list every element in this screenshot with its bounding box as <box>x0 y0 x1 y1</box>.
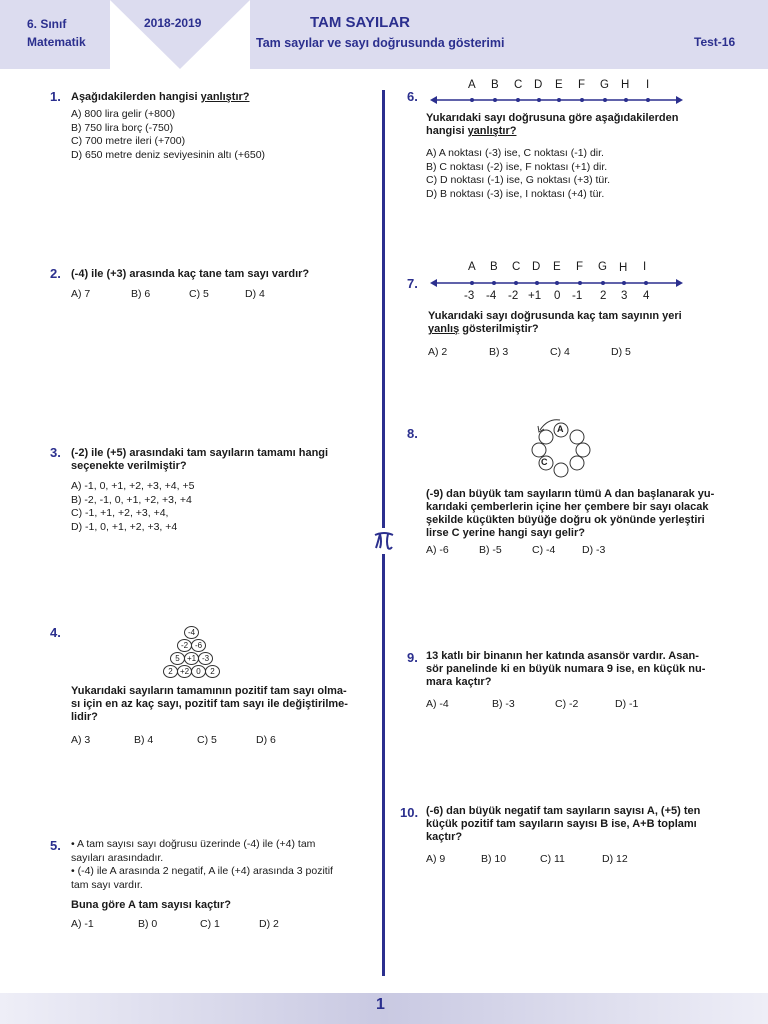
header-band <box>250 0 768 69</box>
question-text: (-2) ile (+5) arasındaki tam sayıların tamamı hangi seçenekte verilmiştir? <box>71 447 329 472</box>
option[interactable]: A) -6 <box>426 544 449 556</box>
pyramid-cell: +1 <box>184 652 199 665</box>
point-value: 0 <box>554 290 561 302</box>
option[interactable]: C) 4 <box>550 346 570 358</box>
option[interactable]: A) 9 <box>426 853 446 865</box>
header-triangle <box>110 0 250 69</box>
option[interactable]: C) 11 <box>540 853 565 865</box>
point-label: A <box>468 261 476 273</box>
pyramid-cell: -6 <box>191 639 206 652</box>
greek-pi-logo-icon <box>371 528 397 554</box>
option[interactable]: A) 800 lira gelir (+800) <box>71 108 176 120</box>
option[interactable]: A) 7 <box>71 288 91 300</box>
question-number: 7. <box>407 276 418 291</box>
question-text: 13 katlı bir binanın her katında asansör vardır. Asan- sör panelinde ki en büyük numara 9 ise, en küçük nu- mara kaçtır? <box>426 650 706 688</box>
option[interactable]: C) 5 <box>197 734 217 746</box>
page-title: TAM SAYILAR <box>310 14 411 31</box>
question-number: 4. <box>50 625 61 640</box>
point-label: G <box>600 79 609 91</box>
question-number: 10. <box>400 805 419 820</box>
point-label: C <box>514 79 523 91</box>
question-number: 9. <box>407 650 418 665</box>
point-value: -3 <box>464 290 475 302</box>
circle-ring-diagram <box>526 416 596 480</box>
point-value: +1 <box>528 290 542 302</box>
option[interactable]: B) 0 <box>138 918 158 930</box>
option-list <box>426 147 610 201</box>
pyramid-cell: -3 <box>198 652 213 665</box>
question-number: 3. <box>50 445 61 460</box>
point-label: E <box>553 261 561 273</box>
pyramid-cell: -4 <box>184 626 199 639</box>
option-list <box>71 108 265 162</box>
question-number: 2. <box>50 266 61 281</box>
page-subtitle: Tam sayılar ve sayı doğrusunda gösterimi <box>256 36 505 50</box>
option[interactable]: D) 5 <box>611 346 631 358</box>
point-value: -2 <box>508 290 519 302</box>
subject-label: Matematik <box>27 35 86 49</box>
question-text: Yukarıdaki sayıların tamamının pozitif tam sayı olma- sı için en az kaç sayı, pozitif tam sayı ile değiştirilme- lidir? <box>71 685 348 723</box>
question-number: 8. <box>407 426 418 441</box>
option[interactable]: B) 4 <box>134 734 154 746</box>
number-pyramid <box>160 626 224 680</box>
option[interactable]: C) -1, +1, +2, +3, +4, <box>71 507 169 519</box>
point-label: I <box>646 79 650 91</box>
option[interactable]: D) -1 <box>615 698 639 710</box>
pyramid-cell: 0 <box>191 665 206 678</box>
option[interactable]: B) 3 <box>489 346 509 358</box>
point-label: D <box>534 79 543 91</box>
question-text: (-4) ile (+3) arasında kaç tane tam sayı vardır? <box>71 268 310 280</box>
question-prompt: Buna göre A tam sayısı kaçtır? <box>71 899 231 911</box>
question-number: 1. <box>50 89 61 104</box>
point-label: C <box>512 261 521 273</box>
number-line <box>428 77 686 107</box>
test-label: Test-16 <box>694 35 736 49</box>
question-text: Yukarıdaki sayı doğrusunda kaç tam sayının yeri yanlış gösterilmiştir? <box>428 310 682 335</box>
point-label: F <box>578 79 586 91</box>
option[interactable]: B) 10 <box>481 853 507 865</box>
question-number: 6. <box>407 89 418 104</box>
option[interactable]: A) 3 <box>71 734 91 746</box>
circle-label-a: A <box>557 424 564 434</box>
option[interactable]: D) 650 metre deniz seviyesinin altı (+650) <box>71 148 266 161</box>
option[interactable]: A) -1 <box>71 918 94 930</box>
question-text: Yukarıdaki sayı doğrusuna göre aşağıdakilerden hangisi yanlıştır? <box>426 112 679 137</box>
question-text: (-9) dan büyük tam sayıların tümü A dan başlanarak yu- karıdaki çemberlerin içine her çembere bir sayı olacak şekilde küçükten büyüğe doğru ok yönünde yerleştiri lirse C yerine hangi sayı gelir? <box>426 488 715 539</box>
option[interactable]: A) 2 <box>428 346 448 358</box>
option[interactable]: D) -1, 0, +1, +2, +3, +4 <box>71 520 178 533</box>
option[interactable]: D) 6 <box>256 734 276 746</box>
question-text: • A tam sayısı sayı doğrusu üzerinde (-4) ile (+4) tam sayıları arasındadır. • (-4) ile A arasında 2 negatif, A ile (+4) arasında 3 pozitif tam sayı vardır. <box>71 838 333 891</box>
question-text: (-6) dan büyük negatif tam sayıların sayısı A, (+5) ten küçük pozitif tam sayıların sayısı B ise, A+B toplamı kaçtır? <box>426 805 701 843</box>
option[interactable]: D) B noktası (-3) ise, I noktası (+4) tür. <box>426 187 605 200</box>
option[interactable]: D) -3 <box>582 544 606 556</box>
option[interactable]: D) 4 <box>245 288 265 300</box>
pyramid-cell: 2 <box>163 665 178 678</box>
option[interactable]: B) -2, -1, 0, +1, +2, +3, +4 <box>71 493 192 506</box>
point-value: 3 <box>621 290 628 302</box>
option[interactable]: B) -5 <box>479 544 502 556</box>
point-label: G <box>598 261 607 273</box>
option[interactable]: C) D noktası (-1) ise, G noktası (+3) tür. <box>426 174 611 186</box>
point-label: A <box>468 79 476 91</box>
point-value: 2 <box>600 290 607 302</box>
point-label: E <box>555 79 563 91</box>
point-label: D <box>532 261 541 273</box>
option[interactable]: B) 750 lira borç (-750) <box>71 121 174 134</box>
option[interactable]: B) C noktası (-2) ise, F noktası (+1) dir. <box>426 160 608 173</box>
option[interactable]: D) 2 <box>259 918 279 930</box>
option[interactable]: B) -3 <box>492 698 515 710</box>
grade-label: 6. Sınıf <box>27 17 67 31</box>
point-label: F <box>576 261 584 273</box>
circle-label-c: C <box>541 457 548 467</box>
pyramid-cell: 5 <box>170 652 185 665</box>
pyramid-cell: 2 <box>205 665 220 678</box>
question-text: Aşağıdakilerden hangisi yanlıştır? <box>71 91 250 103</box>
point-label: H <box>621 79 630 91</box>
option[interactable]: A) -1, 0, +1, +2, +3, +4, +5 <box>71 480 195 492</box>
option[interactable]: A) -4 <box>426 698 449 710</box>
option[interactable]: C) 5 <box>189 288 209 300</box>
pyramid-cell: -2 <box>177 639 192 652</box>
option[interactable]: C) 700 metre ileri (+700) <box>71 135 186 147</box>
point-label: H <box>619 262 628 274</box>
option[interactable]: C) -2 <box>555 698 579 710</box>
number-line <box>428 260 686 306</box>
option[interactable]: C) -4 <box>532 544 556 556</box>
page-header <box>0 0 768 69</box>
option[interactable]: B) 6 <box>131 288 151 300</box>
option[interactable]: A) A noktası (-3) ise, C noktası (-1) dir. <box>426 147 604 159</box>
pyramid-cell: +2 <box>177 665 192 678</box>
option[interactable]: C) 1 <box>200 918 220 930</box>
point-value: 4 <box>643 290 650 302</box>
option[interactable]: D) 12 <box>602 853 628 865</box>
point-label: I <box>643 261 647 273</box>
option-list <box>71 480 194 534</box>
point-label: B <box>490 261 498 273</box>
point-value: -1 <box>572 290 583 302</box>
year-label: 2018-2019 <box>144 16 202 30</box>
page-number: 1 <box>376 996 385 1013</box>
point-label: B <box>491 79 499 91</box>
question-number: 5. <box>50 838 61 853</box>
point-value: -4 <box>486 290 497 302</box>
